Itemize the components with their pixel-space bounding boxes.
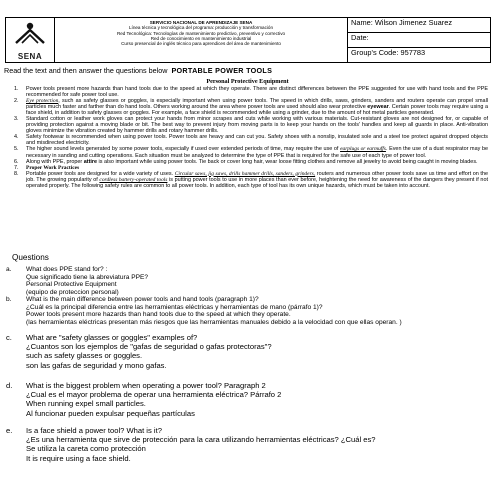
- paragraph-segment: . Even the use of a dust respirator may be necessary in sanding and cutting operations. Each situation must be analyzed to determine the type of PPE that is required for the safe use of each type of power tool.: [26, 146, 489, 159]
- question-body: [26, 426, 490, 463]
- paragraph-segment: , such as safety glasses or goggles, is especially important when using power tools. The speed in which drills, saws, grinders, sanders and routers operate can propel small particles much faster and farther than do hand tools. Others working around the area where power tools are used should also wear protective: [26, 98, 488, 111]
- answer-text: It is require using a face shield.: [26, 453, 131, 463]
- institution-line: SERVICIO NACIONAL DE APRENDIZAJE SENA: [149, 20, 253, 25]
- answer-text: When running expel small particles.: [26, 399, 146, 409]
- paragraph-segment: Standard cotton or leather work gloves can protect your hands from minor scrapes and cuts while working with various materials. Cut-resistant gloves are not designed for, or capable of providing protection against a moving blade or bit. The best way to prevent injury from moving parts is to keep your hands on the tools' handles and keep all guards in place. Anti-vibration gloves minimize the vibration created by hammer drills and rotary hammer drills.: [26, 116, 488, 135]
- paragraph: [12, 134, 488, 146]
- institution-line: Línea técnica y tecnológica del programa: producción y transformación: [128, 25, 274, 31]
- questions-heading: Questions: [12, 253, 49, 262]
- paragraph-segment: is also important while using power tools. Tie back or cover long hair, wear loose fitting clothes and remove all jewelry to avoid being caught in moving blades.: [97, 158, 478, 165]
- paragraph-segment: Portable power tools are designed for a wide variety of uses.: [26, 170, 175, 177]
- question-body: [26, 381, 490, 418]
- paragraph-number: 4.: [14, 134, 19, 141]
- group-cell: [348, 47, 491, 62]
- question-letter: b.: [6, 296, 12, 303]
- paragraph-segment: Circular saws, jig saws, drills hammer drills, sanders, grinders,: [174, 170, 316, 177]
- institution-line: Curso presencial de inglés técnico para aprendices del área de mantenimiento: [121, 41, 281, 47]
- question-translation: ¿Cuantos son los ejemplos de "gafas de seguridad o gafas protectoras"?: [26, 342, 272, 352]
- paragraph-segment: Proper Work Practices: [26, 164, 80, 171]
- answer-text: (las herramientas eléctricas presentan más riesgos que las herramientas manuales debido a la velocidad con que ellas operan. ): [26, 318, 402, 326]
- answer-text: Al funcionar pueden expulsar pequeñas partículas: [26, 408, 195, 418]
- question-text: What is the biggest problem when operating a power tool? Paragraph 2: [26, 381, 266, 390]
- paragraph-number: 2.: [14, 98, 19, 105]
- paragraph-number: 3.: [14, 116, 19, 123]
- question-translation: Que significado tiene la abreviatura PPE?: [26, 273, 149, 281]
- institution-line: Red de conocimiento en mantenimiento industrial: [150, 35, 252, 41]
- student-name: Name: Wilson Jimenez Suarez: [351, 18, 453, 27]
- instruction-text: Read the text and then answer the questions below: [4, 66, 168, 75]
- answer-text: son las gafas de seguridad y mono gafas.: [26, 360, 167, 370]
- question-block: [6, 381, 490, 418]
- question-translation: ¿Es una herramienta que sirve de protección para la cara utilizando herramientas eléctricas? ¿Cuál es?: [26, 435, 376, 445]
- paragraph-segment: Safety footwear is recommended when using power tools. Power tools are heavy and can cut you. Safety shoes with a nonslip, insulated sole and a steel toe protect against dropped objects and misdirected electricity.: [26, 134, 488, 147]
- reading-text: [12, 86, 488, 189]
- question-letter: c.: [6, 333, 12, 342]
- paragraph: [12, 86, 488, 98]
- answer-text: (equipo de proteccion personal): [26, 288, 119, 296]
- answer-text: Personal Protective Equipment: [26, 281, 117, 289]
- paragraph-segment: is putting power tools to use in more places than ever before, heightening the need for awareness of the dangers they present if not operated properly. The following safety rules are common to all power tools. In addition, each type of tool has its own unique hazards, which must be taken into account.: [26, 176, 488, 189]
- paragraph-number: 5.: [14, 146, 19, 153]
- instruction-line: [4, 66, 272, 75]
- paragraph: [12, 98, 488, 116]
- answer-text: Se utiliza la careta como protección: [26, 444, 146, 454]
- answer-text: Power tools present more hazards than hand tools due to the speed at which they operate.: [26, 311, 291, 319]
- paragraph-segment: Along with PPE, proper: [26, 158, 84, 165]
- question-translation: ¿Cuál es la principal diferencia entre las herramientas eléctricas y herramientas de mano (párrafo 1)?: [26, 303, 323, 311]
- question-block: [6, 333, 490, 370]
- paragraph-segment: . Certain power tools may require using a face shield, in addition to safety glasses or goggles. For example, a face shield is recommended while using a grinder, due to the amount of hot metal particles generated.: [26, 104, 488, 117]
- question-body: [26, 296, 490, 326]
- question-text: What is the main difference between power tools and hand tools (paragraph 1)?: [26, 296, 259, 303]
- question-block: [6, 266, 490, 296]
- paragraph-segment: earplugs or earmuffs: [340, 146, 386, 153]
- paragraph-segment: Power tools present more hazards than hand tools due to the speed at which they operate. There are distinct differences between the PPE suggested for use with hand tools and the PPE recommended for safe power tool use.: [26, 86, 488, 99]
- paragraph-text: [26, 146, 488, 158]
- question-letter: e.: [6, 426, 13, 435]
- question-letter: d.: [6, 381, 13, 390]
- paragraph: [12, 171, 488, 189]
- question-block: [6, 426, 490, 463]
- paragraph: [12, 116, 488, 134]
- question-body: [26, 333, 490, 370]
- paragraph-text: [26, 98, 488, 116]
- institution-line: Red Tecnológica: Tecnologías de mantenimiento predictivo, preventivo y correctivo: [116, 30, 286, 36]
- date-label: Date:: [351, 32, 369, 42]
- question-translation: ¿Cual es el mayor problema de operar una herramienta eléctrica? Párrafo 2: [26, 390, 282, 400]
- paragraph: [12, 146, 488, 158]
- paragraph-number: 8.: [14, 170, 19, 177]
- answer-text: such as safety glasses or goggles.: [26, 351, 143, 361]
- logo-text: SENA: [17, 52, 43, 61]
- reading-title: Personal Protective Equipment: [206, 78, 289, 85]
- paragraph-text: [26, 116, 488, 134]
- question-letter: a.: [6, 266, 12, 273]
- group-code: Group's Code: 957783: [351, 47, 426, 57]
- paragraph-text: [26, 134, 488, 146]
- paragraph-text: [26, 86, 488, 98]
- question-text: What does PPE stand for? :: [26, 266, 108, 273]
- logo-cell: [6, 18, 55, 63]
- paragraph-segment: eyewear: [367, 104, 389, 111]
- paragraph-segment: The higher sound levels generated by some power tools, especially if used over extended periods of time, may require the use of: [26, 146, 341, 153]
- paragraph-text: [26, 171, 488, 189]
- paragraph-segment: Eye protection: [26, 98, 59, 105]
- paragraph-number: 1.: [14, 86, 19, 92]
- sena-logo-icon: [13, 21, 47, 47]
- date-cell: [348, 32, 491, 47]
- paragraph-number: 6.: [14, 158, 19, 165]
- header-table: [5, 17, 491, 63]
- question-text: What are "safety glasses or goggles" examples of?: [26, 333, 198, 342]
- topic-title: PORTABLE POWER TOOLS: [171, 66, 273, 75]
- paragraph-segment: cordless battery-operated tools: [99, 176, 168, 183]
- question-text: Is a face shield a power tool? What is it?: [26, 426, 162, 435]
- question-block: [6, 296, 490, 326]
- paragraph-number: 7.: [14, 164, 19, 171]
- paragraph-segment: routers and numerous other power tools save us time and effort on the job. The growing popularity of: [26, 170, 488, 183]
- paragraph-segment: attire: [83, 158, 98, 165]
- question-body: [26, 266, 490, 296]
- name-cell: [348, 18, 491, 33]
- institution-block: [55, 18, 348, 63]
